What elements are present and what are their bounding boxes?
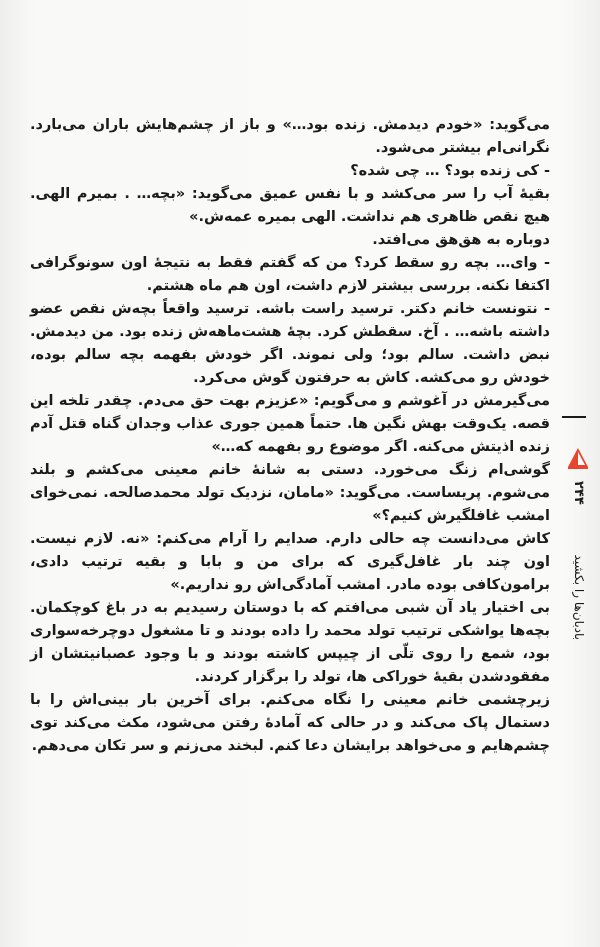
paragraph: - کی زنده بود؟ … چی شده؟ — [350, 163, 550, 179]
paragraph: - نتونست خانم دکتر. ترسید راست باشه. ترسید واقعاً بچه‌ش نقص عضو داشته باشه… . آخ. سقطش کرد. بچهٔ هشت‌ماهه‌ش زنده بود. من دیدمش. نبض داشت. سالم بود؛ ولی نموند. اگر خودش بفهمه بچه سالم بوده، خودش رو می‌کشه. کاش به حرفتون گوش می‌کرد. — [30, 301, 550, 386]
margin-divider — [562, 416, 586, 418]
running-title: بادبان‌ها را بکشید — [572, 554, 586, 640]
paragraph: کاش می‌دانست چه حالی دارم. صدایم را آرام می‌کنم: «نه. لازم نیست. اون چند بار غافل‌گیری که برای من و بابا و بقیه ترتیب دادی، برامون‌کافی بوده مادر. امشب آمادگی‌اش رو نداریم.» — [30, 531, 550, 593]
body-text — [30, 114, 550, 758]
page-number: ۲۴۴ — [571, 481, 586, 505]
sail-logo-icon — [565, 445, 591, 471]
paragraph: - وای… بچه رو سقط کرد؟ من که گفتم فقط به نتیجهٔ اون سونوگرافی اکتفا نکنه. بررسی بیشتر لازم داشت، اون هم ماه هشتم. — [30, 255, 550, 294]
paragraph: گوشی‌ام زنگ می‌خورد. دستی به شانهٔ خانم معینی می‌کشم و بلند می‌شوم. پریساست. می‌گوید: «مامان، نزدیک تولد محمدصالحه. نمی‌خوای امشب غافلگیرش کنیم؟» — [30, 462, 550, 524]
paragraph: زیرچشمی خانم معینی را نگاه می‌کنم. برای آخرین بار بینی‌اش را با دستمال پاک می‌کند و در حالی که آمادهٔ رفتن می‌شود، مکث می‌کند توی چشم‌هایم و می‌خواهد برایشان دعا کنم. لبخند می‌زنم و سر تکان می‌دهم. — [30, 692, 550, 754]
paragraph: می‌گیرمش در آغوشم و می‌گویم: «عزیزم بهت حق می‌دم. چقدر تلخه این قصه. یک‌وقت بهش نگین ها. حتماً همین جوری عذاب وجدان گناه قتل آدم زنده اذیتش می‌کنه. اگر موضوع رو بفهمه که…» — [30, 393, 550, 455]
paragraph: می‌گوید: «خودم دیدمش. زنده بود…» و باز از چشم‌هایش باران می‌بارد. نگرانی‌ام بیشتر می‌شود. — [30, 117, 550, 156]
paragraph: دوباره به هق‌هق می‌افتد. — [372, 232, 550, 248]
paragraph: بقیهٔ آب را سر می‌کشد و با نفس عمیق می‌گوید: «بچه… . بمیرم الهی. هیچ نقص ظاهری هم نداشت. الهی بمیره عمه‌ش.» — [30, 186, 550, 225]
paragraph: بی اختیار یاد آن شبی می‌افتم که با دوستان رسیدیم به در باغ کوچکمان. بچه‌ها یواشکی ترتیب تولد محمد را داده بودند و تا مشغول دوچرخه‌سواری بود، شمع را روی تلّی از چیپس کاشته بودند و با وجود عصبانیتشان از مفقودشدن بقیهٔ خوراکی ها، تولد را برگزار کردند. — [30, 600, 550, 685]
